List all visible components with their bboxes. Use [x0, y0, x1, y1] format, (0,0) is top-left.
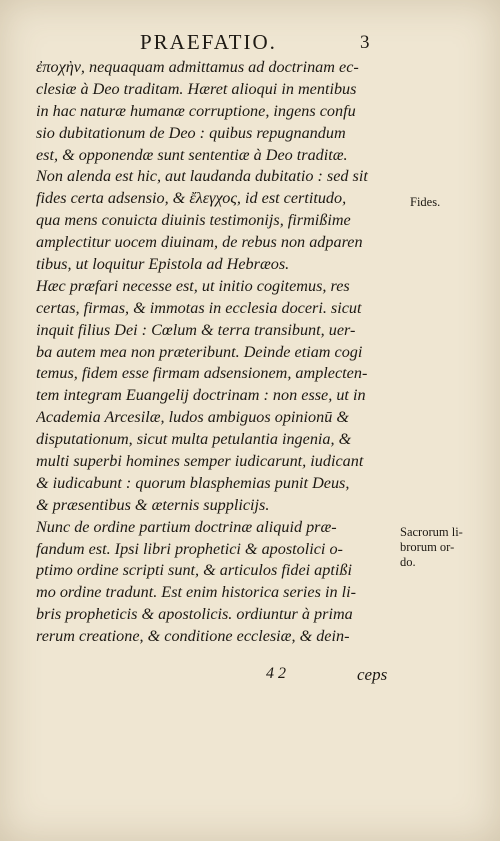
margin-note-line: do.: [400, 555, 416, 569]
text-line: Non alenda est hic, aut laudanda dubitatio : sed sit: [36, 167, 368, 186]
text-line: in hac naturæ humanæ corruptione, ingens confu: [36, 101, 356, 120]
margin-note-line: brorum or-: [400, 540, 455, 554]
text-line: ἐπoχὴν, nequaquam admittamus ad doctrinam ec-: [36, 58, 359, 76]
body-text: [36, 57, 396, 648]
margin-note-sacrorum: [400, 525, 463, 570]
text-line: ba autem mea non præteribunt. Deinde etiam cogi: [36, 342, 363, 361]
text-line: clesiæ à Deo traditam. Hæret alioqui in mentibus: [36, 79, 357, 98]
text-line: Nunc de ordine partium doctrinæ aliquid præ-: [36, 517, 337, 536]
signature-mark: 4 2: [266, 665, 286, 682]
margin-note-line: Sacrorum li-: [400, 525, 463, 539]
text-line: Hæc præfari necesse est, ut initio cogitemus, res: [36, 276, 350, 295]
text-line: multi superbi homines semper iudicarunt, iudicant: [36, 452, 364, 471]
text-line: Academia Arcesilæ, ludos ambiguos opinionū &: [36, 408, 349, 427]
text-line: sio dubitationum de Deo : quibus repugnandum: [36, 123, 346, 142]
text-line: amplectitur uocem diuinam, de rebus non adparen: [36, 233, 363, 252]
margin-note-fides: Fides.: [410, 195, 441, 209]
text-line: tem integram Euangelij doctrinam : non esse, ut in: [36, 386, 366, 405]
text-line: ptimo ordine scripti sunt, & articulos fidei aptißi: [36, 561, 352, 580]
text-line: qua mens conuicta diuinis testimonijs, firmißime: [36, 211, 351, 230]
text-line: bris propheticis & apostolicis. ordiuntur à prima: [36, 605, 353, 624]
text-line: tibus, ut loquitur Epistola ad Hebræos.: [36, 255, 290, 274]
page-number: 3: [360, 32, 370, 53]
running-header: [0, 30, 500, 56]
text-line: fides certa adsensio, & ἔλεγχος, id est certitudo,: [36, 189, 347, 208]
text-line: & præsentibus & æternis supplicijs.: [36, 495, 270, 514]
text-line: fandum est. Ipsi libri prophetici & apostolici o-: [36, 539, 343, 558]
text-line: disputationum, sicut multa petulantia ingenia, &: [36, 430, 352, 449]
text-line: mo ordine tradunt. Est enim historica series in li-: [36, 583, 356, 602]
text-line: inquit filius Dei : Cœlum & terra transibunt, uer-: [36, 320, 356, 339]
running-title: PRAEFATIO.: [140, 30, 277, 54]
text-line: temus, fidem esse firmam adsensionem, amplecten-: [36, 364, 368, 383]
text-line: rerum creatione, & conditione ecclesiæ, & dein-: [36, 627, 350, 646]
text-line: est, & opponendæ sunt sententiæ à Deo traditæ.: [36, 145, 348, 164]
text-line: certas, firmas, & immotas in ecclesia doceri. sicut: [36, 298, 362, 317]
page-footer: [0, 665, 500, 689]
text-line: & iudicabunt : quorum blasphemias punit Deus,: [36, 473, 350, 492]
catchword: ceps: [357, 665, 388, 684]
